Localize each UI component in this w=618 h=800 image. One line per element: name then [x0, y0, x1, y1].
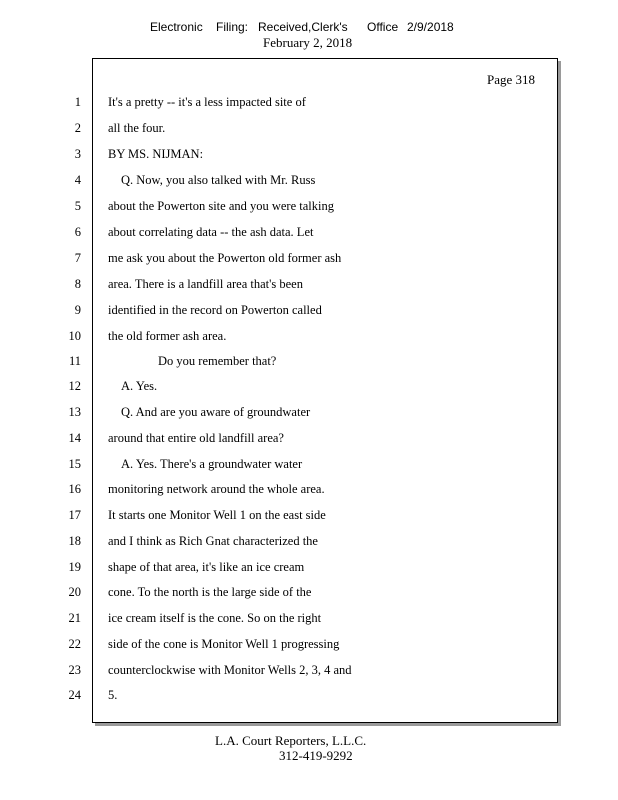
- line-number: 5: [74, 199, 81, 213]
- line-number: 2: [74, 121, 81, 135]
- transcript-line: Q. And are you aware of groundwater: [121, 405, 311, 419]
- page-number: Page 318: [487, 72, 536, 87]
- transcript-line: 5.: [108, 688, 118, 702]
- line-number: 10: [68, 329, 81, 343]
- transcript-line: shape of that area, it's like an ice cream: [108, 560, 305, 574]
- transcript-line: BY MS. NIJMAN:: [108, 147, 204, 161]
- line-number: 19: [68, 560, 81, 574]
- filing-stamp-office: Office: [367, 20, 399, 34]
- line-number: 15: [68, 457, 81, 471]
- transcript-date: February 2, 2018: [263, 35, 353, 50]
- line-number: 14: [68, 431, 81, 445]
- line-number: 1: [74, 95, 81, 109]
- line-number: 12: [68, 379, 81, 393]
- line-number: 6: [74, 225, 81, 239]
- transcript-line: A. Yes.: [121, 379, 158, 393]
- transcript-line: cone. To the north is the large side of the: [108, 585, 312, 599]
- transcript-line: the old former ash area.: [108, 329, 227, 343]
- filing-stamp-received: Received,Clerk's: [258, 20, 348, 34]
- transcript-line: Q. Now, you also talked with Mr. Russ: [121, 173, 316, 187]
- line-number: 23: [68, 663, 81, 677]
- line-number: 21: [68, 611, 81, 625]
- line-number: 13: [68, 405, 81, 419]
- transcript-line: Do you remember that?: [158, 354, 277, 368]
- reporter-company: L.A. Court Reporters, L.L.C.: [215, 733, 367, 748]
- transcript-line: It's a pretty -- it's a less impacted site of: [108, 95, 306, 109]
- transcript-line: identified in the record on Powerton called: [108, 303, 322, 317]
- line-number: 9: [74, 303, 81, 317]
- reporter-phone: 312-419-9292: [279, 748, 353, 763]
- line-number: 3: [74, 147, 81, 161]
- transcript-line: me ask you about the Powerton old former ash: [108, 251, 342, 265]
- transcript-line: ice cream itself is the cone. So on the right: [108, 611, 322, 625]
- line-number: 22: [68, 637, 81, 651]
- transcript-line: side of the cone is Monitor Well 1 progressing: [108, 637, 340, 651]
- transcript-line: counterclockwise with Monitor Wells 2, 3, 4 and: [108, 663, 352, 677]
- line-number: 8: [74, 277, 81, 291]
- line-number: 17: [68, 508, 81, 522]
- line-number: 7: [74, 251, 81, 265]
- transcript-line: around that entire old landfill area?: [108, 431, 284, 445]
- transcript-line: about correlating data -- the ash data. Let: [108, 225, 314, 239]
- transcript-line: area. There is a landfill area that's been: [108, 277, 303, 291]
- transcript-line: It starts one Monitor Well 1 on the east side: [108, 508, 326, 522]
- filing-stamp-filing: Filing:: [216, 20, 249, 34]
- transcript-line: about the Powerton site and you were talking: [108, 199, 334, 213]
- line-number: 16: [68, 482, 81, 496]
- filing-stamp-electronic: Electronic: [150, 20, 203, 34]
- line-number: 4: [74, 173, 81, 187]
- transcript-line: A. Yes. There's a groundwater water: [121, 457, 303, 471]
- transcript-line: monitoring network around the whole area.: [108, 482, 325, 496]
- transcript-line: and I think as Rich Gnat characterized the: [108, 534, 318, 548]
- transcript-line: all the four.: [108, 121, 166, 135]
- line-number: 11: [68, 354, 81, 368]
- line-number: 24: [68, 688, 81, 702]
- line-number: 18: [68, 534, 81, 548]
- filing-stamp-date: 2/9/2018: [407, 20, 454, 34]
- line-number: 20: [68, 585, 81, 599]
